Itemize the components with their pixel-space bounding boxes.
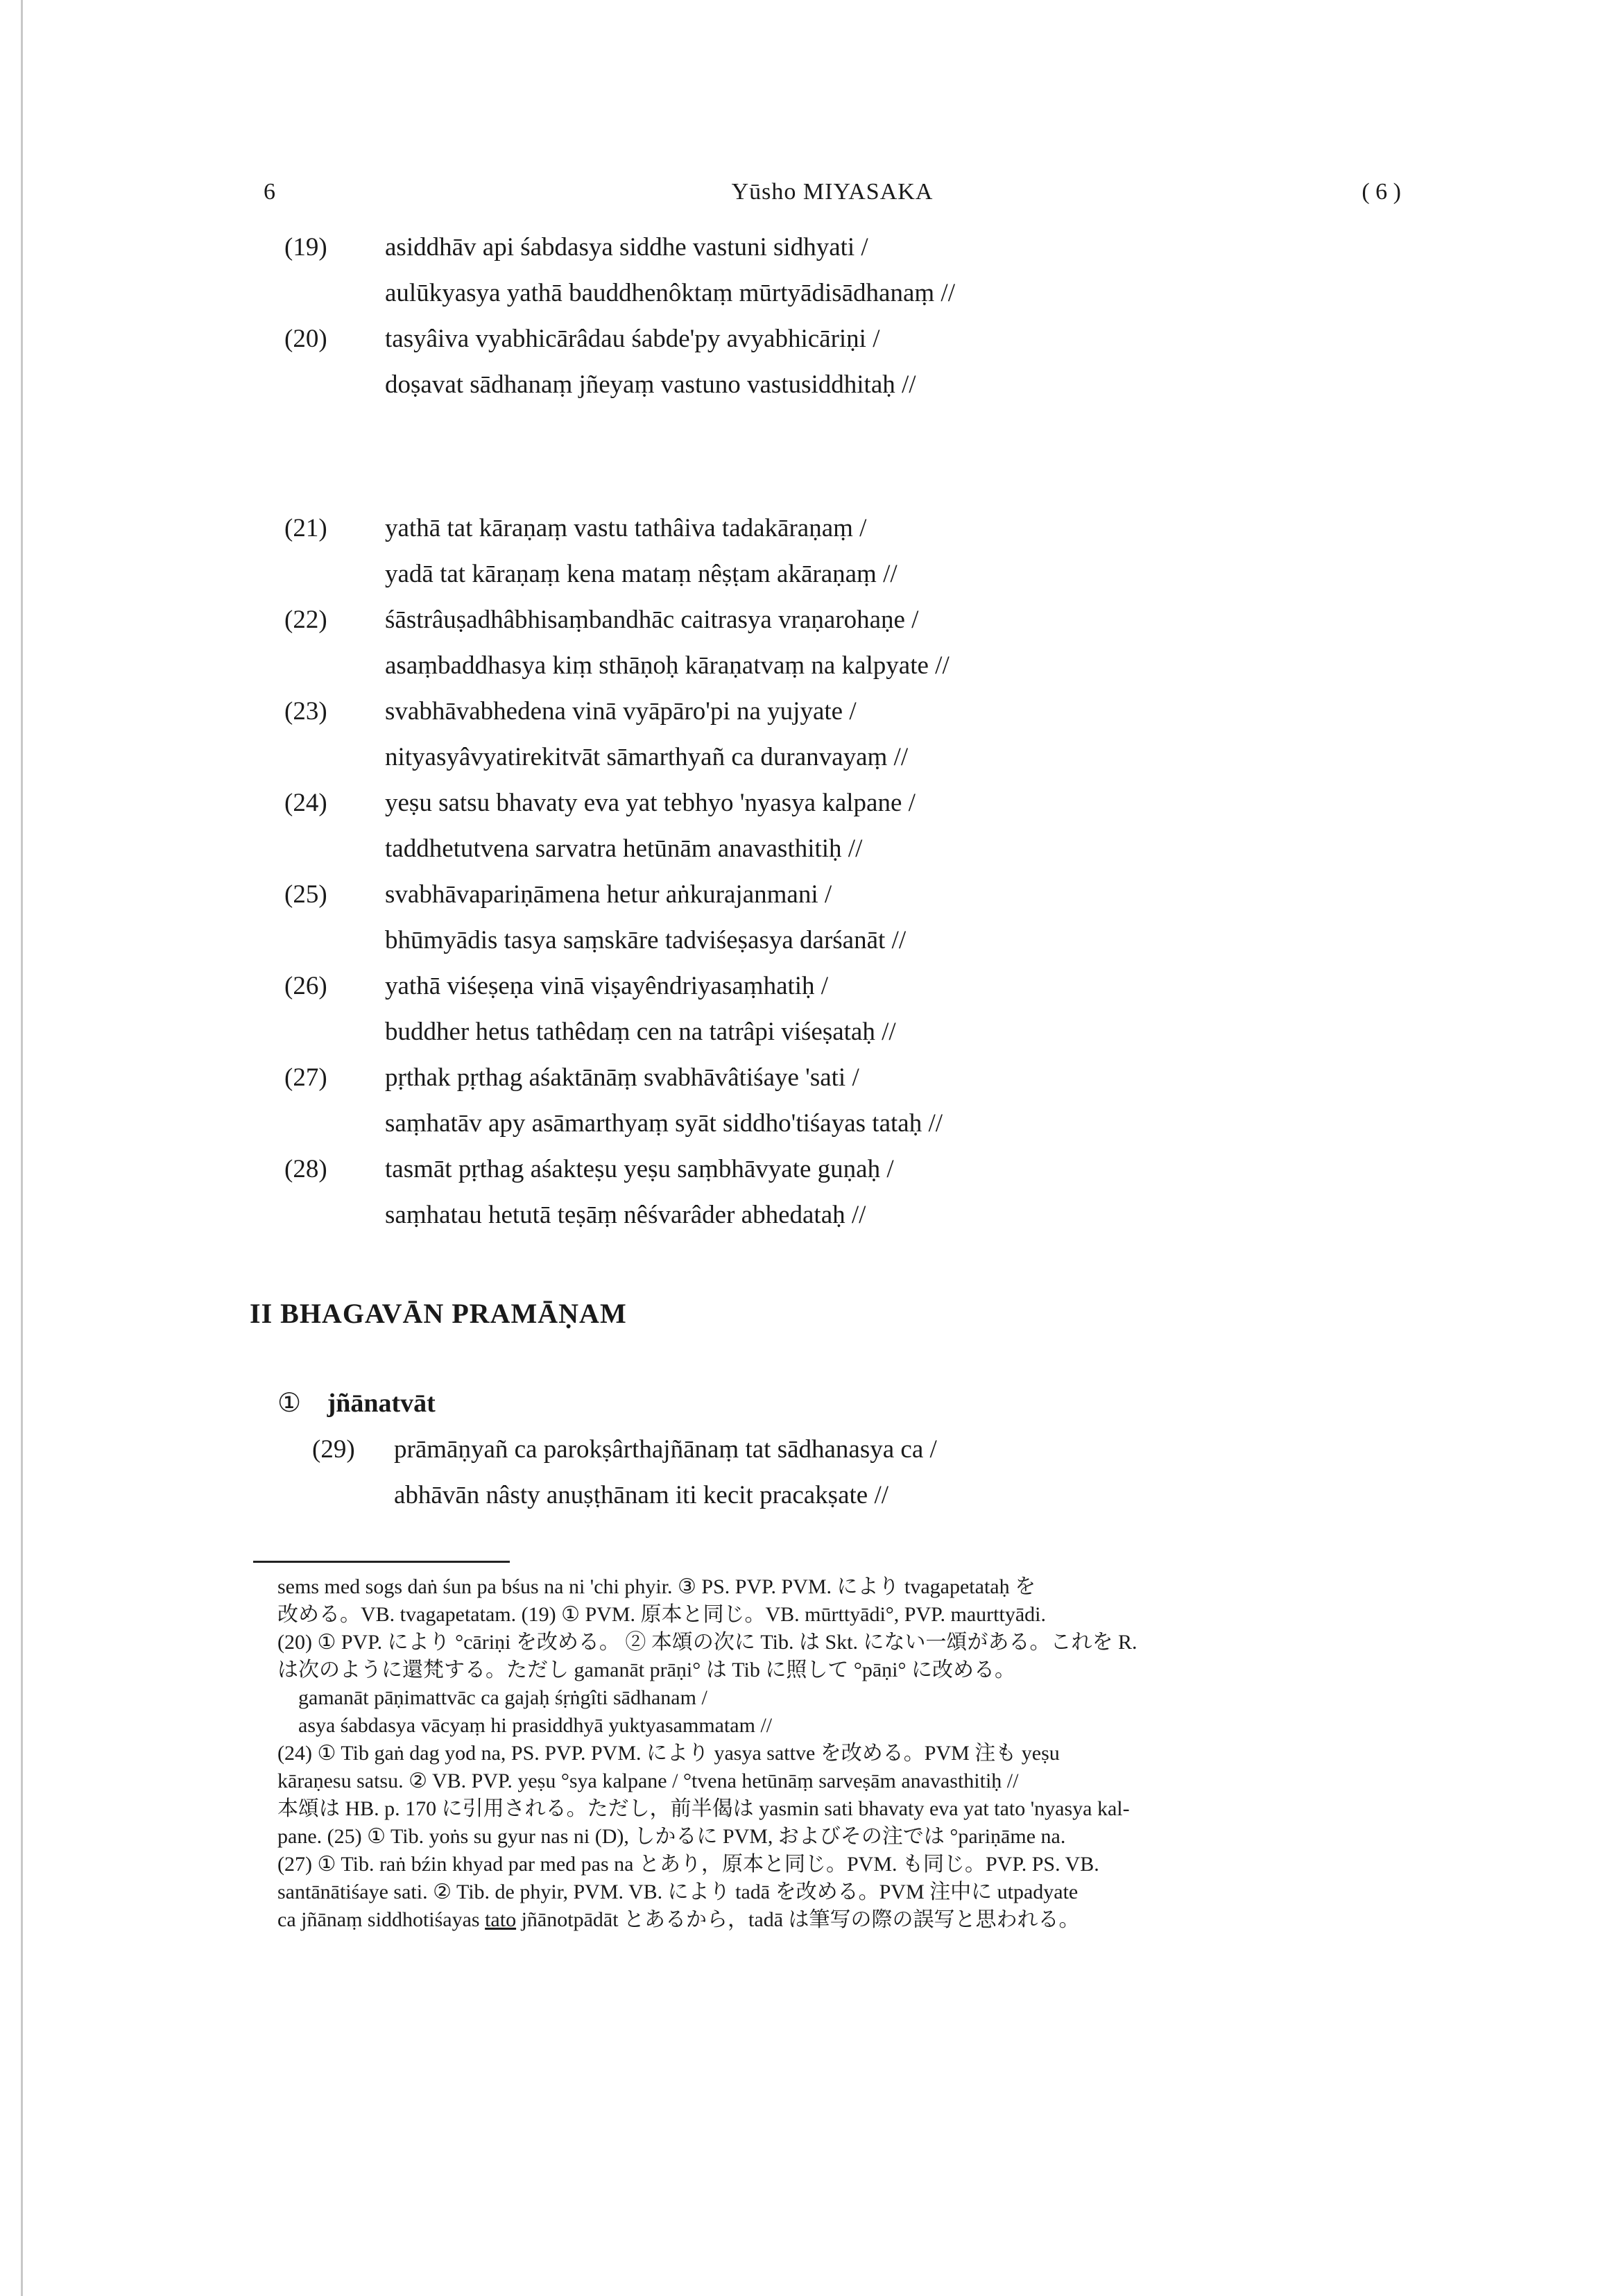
verse-line: prāmāṇyañ ca parokṣârthajñānaṃ tat sādhanasya ca / bbox=[394, 1435, 937, 1464]
verse-number: (26) bbox=[284, 972, 327, 1000]
footnote-line: (20) ① PVP. により °cāriṇi を改める。 ② 本頌の次に Tib. は Skt. にない一頌がある。これを R. bbox=[277, 1631, 1137, 1654]
footnote-rule bbox=[253, 1561, 510, 1563]
section-heading: II BHAGAVĀN PRAMĀṆAM bbox=[250, 1298, 627, 1329]
verse-line: asaṃbaddhasya kiṃ sthāṇoḥ kāraṇatvaṃ na kalpyate // bbox=[385, 651, 950, 680]
verse-line: saṃhatau hetutā teṣāṃ nêśvarâder abhedataḥ // bbox=[385, 1201, 866, 1229]
verse-number: (27) bbox=[284, 1063, 327, 1092]
verse-line: nityasyâvyatirekitvāt sāmarthyañ ca duranvayaṃ // bbox=[385, 743, 909, 771]
footnote-line: kāraṇesu satsu. ② VB. PVP. yeṣu °sya kalpane / °tvena hetūnāṃ sarveṣām anavasthitiḥ // bbox=[277, 1770, 1019, 1792]
footnote-line bbox=[277, 1906, 1429, 1934]
running-title-author: Yūsho MIYASAKA bbox=[731, 179, 934, 205]
verse-line: yathā tat kāraṇaṃ vastu tathâiva tadakāraṇaṃ / bbox=[385, 514, 867, 542]
verse-line: buddher hetus tathêdaṃ cen na tatrâpi viśeṣataḥ // bbox=[385, 1018, 896, 1046]
verse-line: svabhāvapariṇāmena hetur aṅkurajanmani / bbox=[385, 880, 832, 909]
circled-number-marker: ① bbox=[277, 1389, 302, 1418]
footnote-text: ca jñānaṃ siddhotiśayas bbox=[277, 1908, 480, 1931]
subsection-heading bbox=[277, 1387, 436, 1419]
verse-line: doṣavat sādhanaṃ jñeyaṃ vastuno vastusiddhitaḥ // bbox=[385, 370, 916, 399]
verse-line: abhāvān nâsty anuṣṭhānam iti kecit pracakṣate // bbox=[394, 1481, 889, 1509]
verse-number: (23) bbox=[284, 697, 327, 726]
verse-line: tasyâiva vyabhicārâdau śabde'py avyabhicāriṇi / bbox=[385, 325, 880, 353]
verse-line: śāstrâuṣadhâbhisaṃbandhāc caitrasya vraṇarohaṇe / bbox=[385, 606, 919, 634]
verse-line: yeṣu satsu bhavaty eva yat tebhyo 'nyasya kalpane / bbox=[385, 789, 916, 817]
verse-line: yadā tat kāraṇaṃ kena mataṃ nêṣṭam akāraṇaṃ // bbox=[385, 560, 898, 588]
underlined-word: tato bbox=[485, 1908, 517, 1931]
footnote-line: (27) ① Tib. raṅ bźin khyad par med pas na とあり，原本と同じ。PVM. も同じ。PVP. PS. VB. bbox=[277, 1853, 1099, 1876]
footnote-text: jñānotpādāt とあるから，tadā は筆写の際の誤写と思われる。 bbox=[521, 1908, 1080, 1931]
verse-line: asiddhāv api śabdasya siddhe vastuni sidhyati / bbox=[385, 233, 868, 262]
footnote-line: sems med sogs daṅ śun pa bśus na ni 'chi phyir. ③ PS. PVP. PVM. により tvagapetataḥ を bbox=[277, 1575, 1036, 1598]
verse-number: (19) bbox=[284, 233, 327, 262]
verse-line: pṛthak pṛthag aśaktānāṃ svabhāvâtiśaye 'sati / bbox=[385, 1063, 859, 1092]
verse-number: (25) bbox=[284, 880, 327, 909]
verse-line: svabhāvabhedena vinā vyāpāro'pi na yujyate / bbox=[385, 697, 857, 726]
verse-number: (22) bbox=[284, 606, 327, 634]
footnote-line: santānātiśaye sati. ② Tib. de phyir, PVM. VB. により tadā を改める。PVM 注中に utpadyate bbox=[277, 1881, 1079, 1903]
footnote-line: gamanāt pāṇimattvāc ca gajaḥ śṛṅgîti sādhanam / bbox=[298, 1686, 707, 1709]
verse-line: taddhetutvena sarvatra hetūnām anavasthitiḥ // bbox=[385, 834, 863, 863]
verse-number: (24) bbox=[284, 789, 327, 817]
verse-line: aulūkyasya yathā bauddhenôktaṃ mūrtyādisādhanaṃ // bbox=[385, 279, 955, 307]
verse-line: saṃhatāv apy asāmarthyaṃ syāt siddho'tiśayas tataḥ // bbox=[385, 1109, 943, 1138]
verse-number: (21) bbox=[284, 514, 327, 542]
binder-margin-line bbox=[21, 0, 23, 2296]
running-header bbox=[264, 179, 1401, 221]
footnote-line: asya śabdasya vācyaṃ hi prasiddhyā yuktyasammatam // bbox=[298, 1714, 773, 1737]
verse-line: yathā viśeṣeṇa vinā viṣayêndriyasaṃhatiḥ / bbox=[385, 972, 829, 1000]
verse-number: (29) bbox=[312, 1435, 355, 1464]
footnote-line: 本頌は HB. p. 170 に引用される。ただし，前半偈は yasmin sati bhavaty eva yat tato 'nyasya kal- bbox=[277, 1797, 1130, 1820]
verse-number: (20) bbox=[284, 325, 327, 353]
verse-line: tasmāt pṛthag aśakteṣu yeṣu saṃbhāvyate guṇaḥ / bbox=[385, 1155, 894, 1183]
footnote-line: は次のように還梵する。ただし gamanāt prāṇi° は Tib に照して °pāṇi° に改める。 bbox=[277, 1659, 1016, 1681]
footnote-line: (24) ① Tib gaṅ dag yod na, PS. PVP. PVM. により yasya sattve を改める。PVM 注も yeṣu bbox=[277, 1742, 1060, 1765]
verse-line: bhūmyādis tasya saṃskāre tadviśeṣasya darśanāt // bbox=[385, 926, 907, 954]
page-number: 6 bbox=[264, 179, 275, 205]
verse-number: (28) bbox=[284, 1155, 327, 1183]
footnote-line: pane. (25) ① Tib. yoṅs su gyur nas ni (D), しかるに PVM, およびその注では °pariṇāme na. bbox=[277, 1825, 1066, 1848]
footnote-line: 改める。VB. tvagapetatam. (19) ① PVM. 原本と同じ。VB. mūrttyādi°, PVP. maurttyādi. bbox=[277, 1603, 1046, 1626]
page-number-parenthesized: ( 6 ) bbox=[1362, 179, 1401, 205]
footnotes bbox=[277, 1573, 1429, 1934]
subsection-title: jñānatvāt bbox=[327, 1389, 436, 1418]
